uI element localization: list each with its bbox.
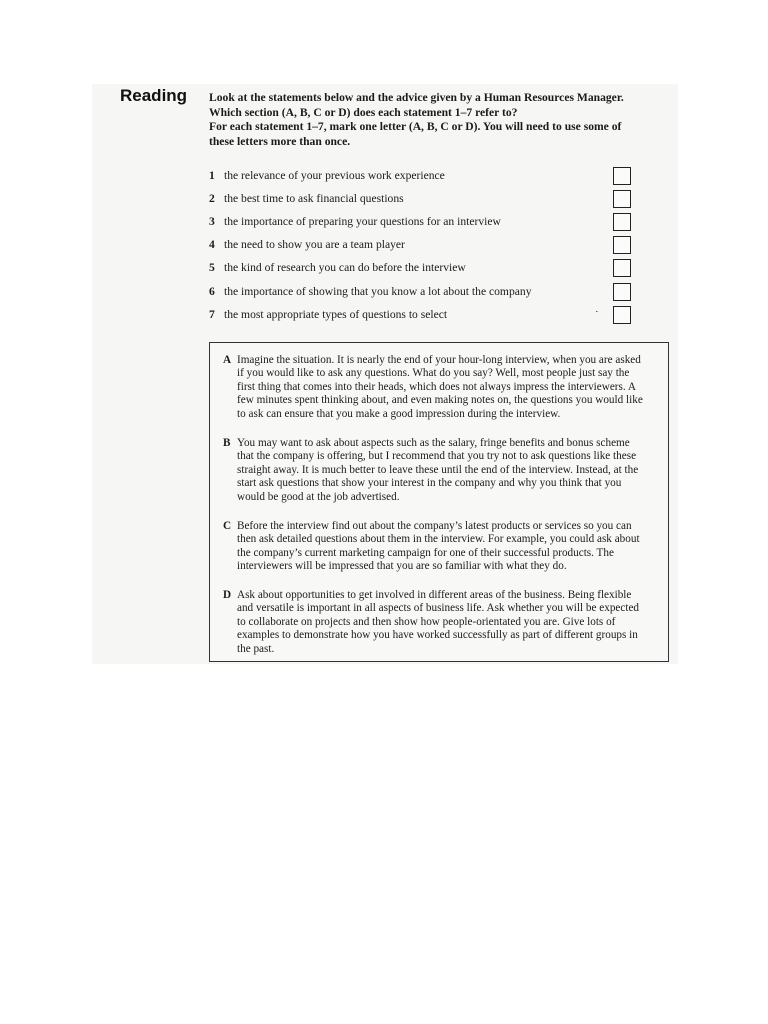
stray-mark: ˙	[595, 309, 599, 321]
section-letter: D	[223, 589, 232, 601]
statement-text: the importance of preparing your questions for an interview	[224, 215, 501, 228]
instruction-line: For each statement 1–7, mark one letter (A, B, C or D). You will need to use some of these letters more than once.	[209, 120, 622, 149]
advice-section-d	[223, 589, 643, 656]
section-letter: A	[223, 354, 232, 366]
statement-text: the need to show you are a team player	[224, 238, 405, 251]
section-letter: C	[223, 520, 232, 532]
section-text: Imagine the situation. It is nearly the end of your hour-long interview, when you are asked if you would like to ask any questions. What do you say? Well, most people just say the first thing that comes into their heads, which does not always impress the interviewers. A few minutes spent thinking about, and even making notes on, the questions you would like to ask can ensure that you make a good impression during the interview.	[237, 354, 643, 420]
statement-item	[209, 305, 633, 327]
answer-checkbox[interactable]	[613, 236, 631, 254]
statement-item	[209, 258, 633, 280]
section-text: You may want to ask about aspects such as the salary, fringe benefits and bonus scheme that the company is offering, but I recommend that you try not to ask questions like these straight away. It is much better to leave these until the end of the interview. Instead, at the start ask questions that show your interest in the company and why you think that you would be good at the job advertised.	[237, 437, 639, 503]
section-text: Before the interview find out about the company’s latest products or services so you can then ask detailed questions about them in the interview. For example, you could ask about the company’s current marketing campaign for one of their successful products. The interviewers will be impressed that you are so familiar with what they do.	[237, 520, 640, 573]
statement-number: 3	[209, 215, 215, 228]
statement-item	[209, 166, 633, 188]
section-text: Ask about opportunities to get involved in different areas of the business. Being flexible and versatile is important in all aspects of business life. Ask whether you will be expected to collaborate on projects and then show how people-orientated you are. Give lots of examples to demonstrate how you have worked successfully as part of different groups in the past.	[237, 589, 640, 655]
statement-item	[209, 235, 633, 257]
answer-checkbox[interactable]	[613, 190, 631, 208]
statement-text: the kind of research you can do before the interview	[224, 261, 466, 274]
statement-text: the relevance of your previous work experience	[224, 169, 445, 182]
advice-section-c	[223, 520, 643, 574]
statement-text: the importance of showing that you know a lot about the company	[224, 285, 532, 298]
advice-box	[209, 342, 669, 662]
instructions	[209, 91, 649, 150]
statement-item	[209, 189, 633, 211]
statement-number: 5	[209, 261, 215, 274]
statement-number: 2	[209, 192, 215, 205]
answer-checkbox[interactable]	[613, 167, 631, 185]
advice-section-b	[223, 437, 643, 504]
instruction-line: Look at the statements below and the advice given by a Human Resources Manager.	[209, 91, 624, 104]
answer-checkbox[interactable]	[613, 283, 631, 301]
section-heading: Reading	[120, 86, 188, 105]
section-letter: B	[223, 437, 231, 449]
statement-number: 1	[209, 169, 215, 182]
answer-checkbox[interactable]	[613, 213, 631, 231]
advice-section-a	[223, 354, 643, 421]
instruction-line: Which section (A, B, C or D) does each statement 1–7 refer to?	[209, 105, 518, 119]
statement-text: the best time to ask financial questions	[224, 192, 404, 205]
statement-text: the most appropriate types of questions to select	[224, 308, 448, 321]
statement-number: 7	[209, 308, 215, 321]
statement-item	[209, 282, 633, 304]
statement-number: 6	[209, 285, 215, 298]
answer-checkbox[interactable]	[613, 259, 631, 277]
statement-item	[209, 212, 633, 234]
answer-checkbox[interactable]	[613, 306, 631, 324]
statement-number: 4	[209, 238, 215, 251]
